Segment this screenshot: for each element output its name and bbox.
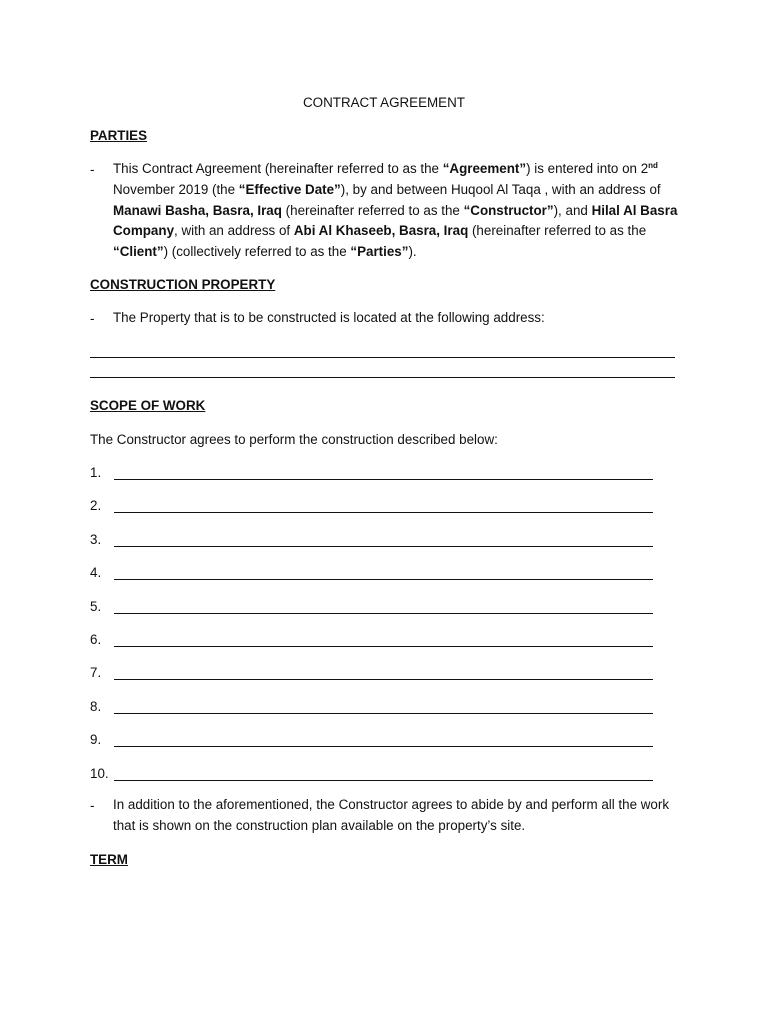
- scope-item-blank-line[interactable]: [114, 546, 653, 547]
- agreement-term: “Agreement”: [442, 161, 527, 176]
- document-title: CONTRACT AGREEMENT: [303, 95, 465, 110]
- client-term: “Client”: [113, 244, 164, 260]
- scope-item-blank-line[interactable]: [114, 746, 653, 747]
- scope-item-number: 7.: [90, 665, 102, 680]
- scope-item-blank-line[interactable]: [114, 479, 653, 480]
- term-heading: TERM: [90, 852, 128, 867]
- parties-term: “Parties”: [350, 244, 409, 260]
- scope-item-number: 6.: [90, 632, 102, 647]
- date-suffix: nd: [648, 161, 658, 170]
- effective-date-term: “Effective Date”: [238, 181, 341, 197]
- parties-heading: PARTIES: [90, 128, 148, 143]
- scope-closing-text: In addition to the aforementioned, the Constructor agrees to abide by and perform all the work that is shown on the construction plan available on the property’s site.: [113, 797, 670, 833]
- scope-item-number: 2.: [90, 498, 102, 513]
- scope-intro: The Constructor agrees to perform the construction described below:: [90, 432, 498, 447]
- address-blank-line-2[interactable]: [90, 377, 675, 378]
- address-blank-line-1[interactable]: [90, 357, 675, 358]
- scope-item-number: 10.: [90, 766, 109, 781]
- constructor-address: Manawi Basha, Basra, Iraq: [113, 202, 282, 218]
- closing-bullet: -: [90, 798, 95, 813]
- scope-item-blank-line[interactable]: [114, 679, 653, 680]
- scope-item-blank-line[interactable]: [114, 780, 653, 781]
- scope-item-number: 3.: [90, 532, 102, 547]
- parties-paragraph: This Contract Agreement (hereinafter referred to as the “Agreement”) is entered into on 2nd November 2019 (the “Effective Date”), by and between Huqool Al Taqa , with an address of Manawi Basha, Basra, Iraq (hereinafter referred to as the “Constructor”), and Hilal Al Basra Company, with an address of Abi Al Khaseeb, Basra, Iraq (hereinafter referred to as the “Client”) (collectively referred to as the “Parties”).: [113, 161, 678, 260]
- scope-item-blank-line[interactable]: [114, 713, 653, 714]
- property-bullet: -: [90, 311, 95, 326]
- scope-of-work-heading: SCOPE OF WORK: [90, 398, 206, 413]
- scope-item-number: 5.: [90, 599, 102, 614]
- client-name: Hilal Al Basra Company: [113, 202, 678, 239]
- scope-item-number: 1.: [90, 465, 102, 480]
- scope-item-number: 4.: [90, 565, 102, 580]
- scope-item-blank-line[interactable]: [114, 512, 653, 513]
- property-text: The Property that is to be constructed is located at the following address:: [113, 310, 545, 325]
- scope-item-blank-line[interactable]: [114, 579, 653, 580]
- scope-item-number: 9.: [90, 732, 102, 747]
- scope-item-blank-line[interactable]: [114, 613, 653, 614]
- scope-item-blank-line[interactable]: [114, 646, 653, 647]
- parties-bullet: -: [90, 162, 95, 177]
- client-address: Abi Al Khaseeb, Basra, Iraq: [293, 223, 469, 239]
- scope-item-number: 8.: [90, 699, 102, 714]
- constructor-term: “Constructor”: [463, 202, 554, 218]
- construction-property-heading: CONSTRUCTION PROPERTY: [90, 277, 276, 292]
